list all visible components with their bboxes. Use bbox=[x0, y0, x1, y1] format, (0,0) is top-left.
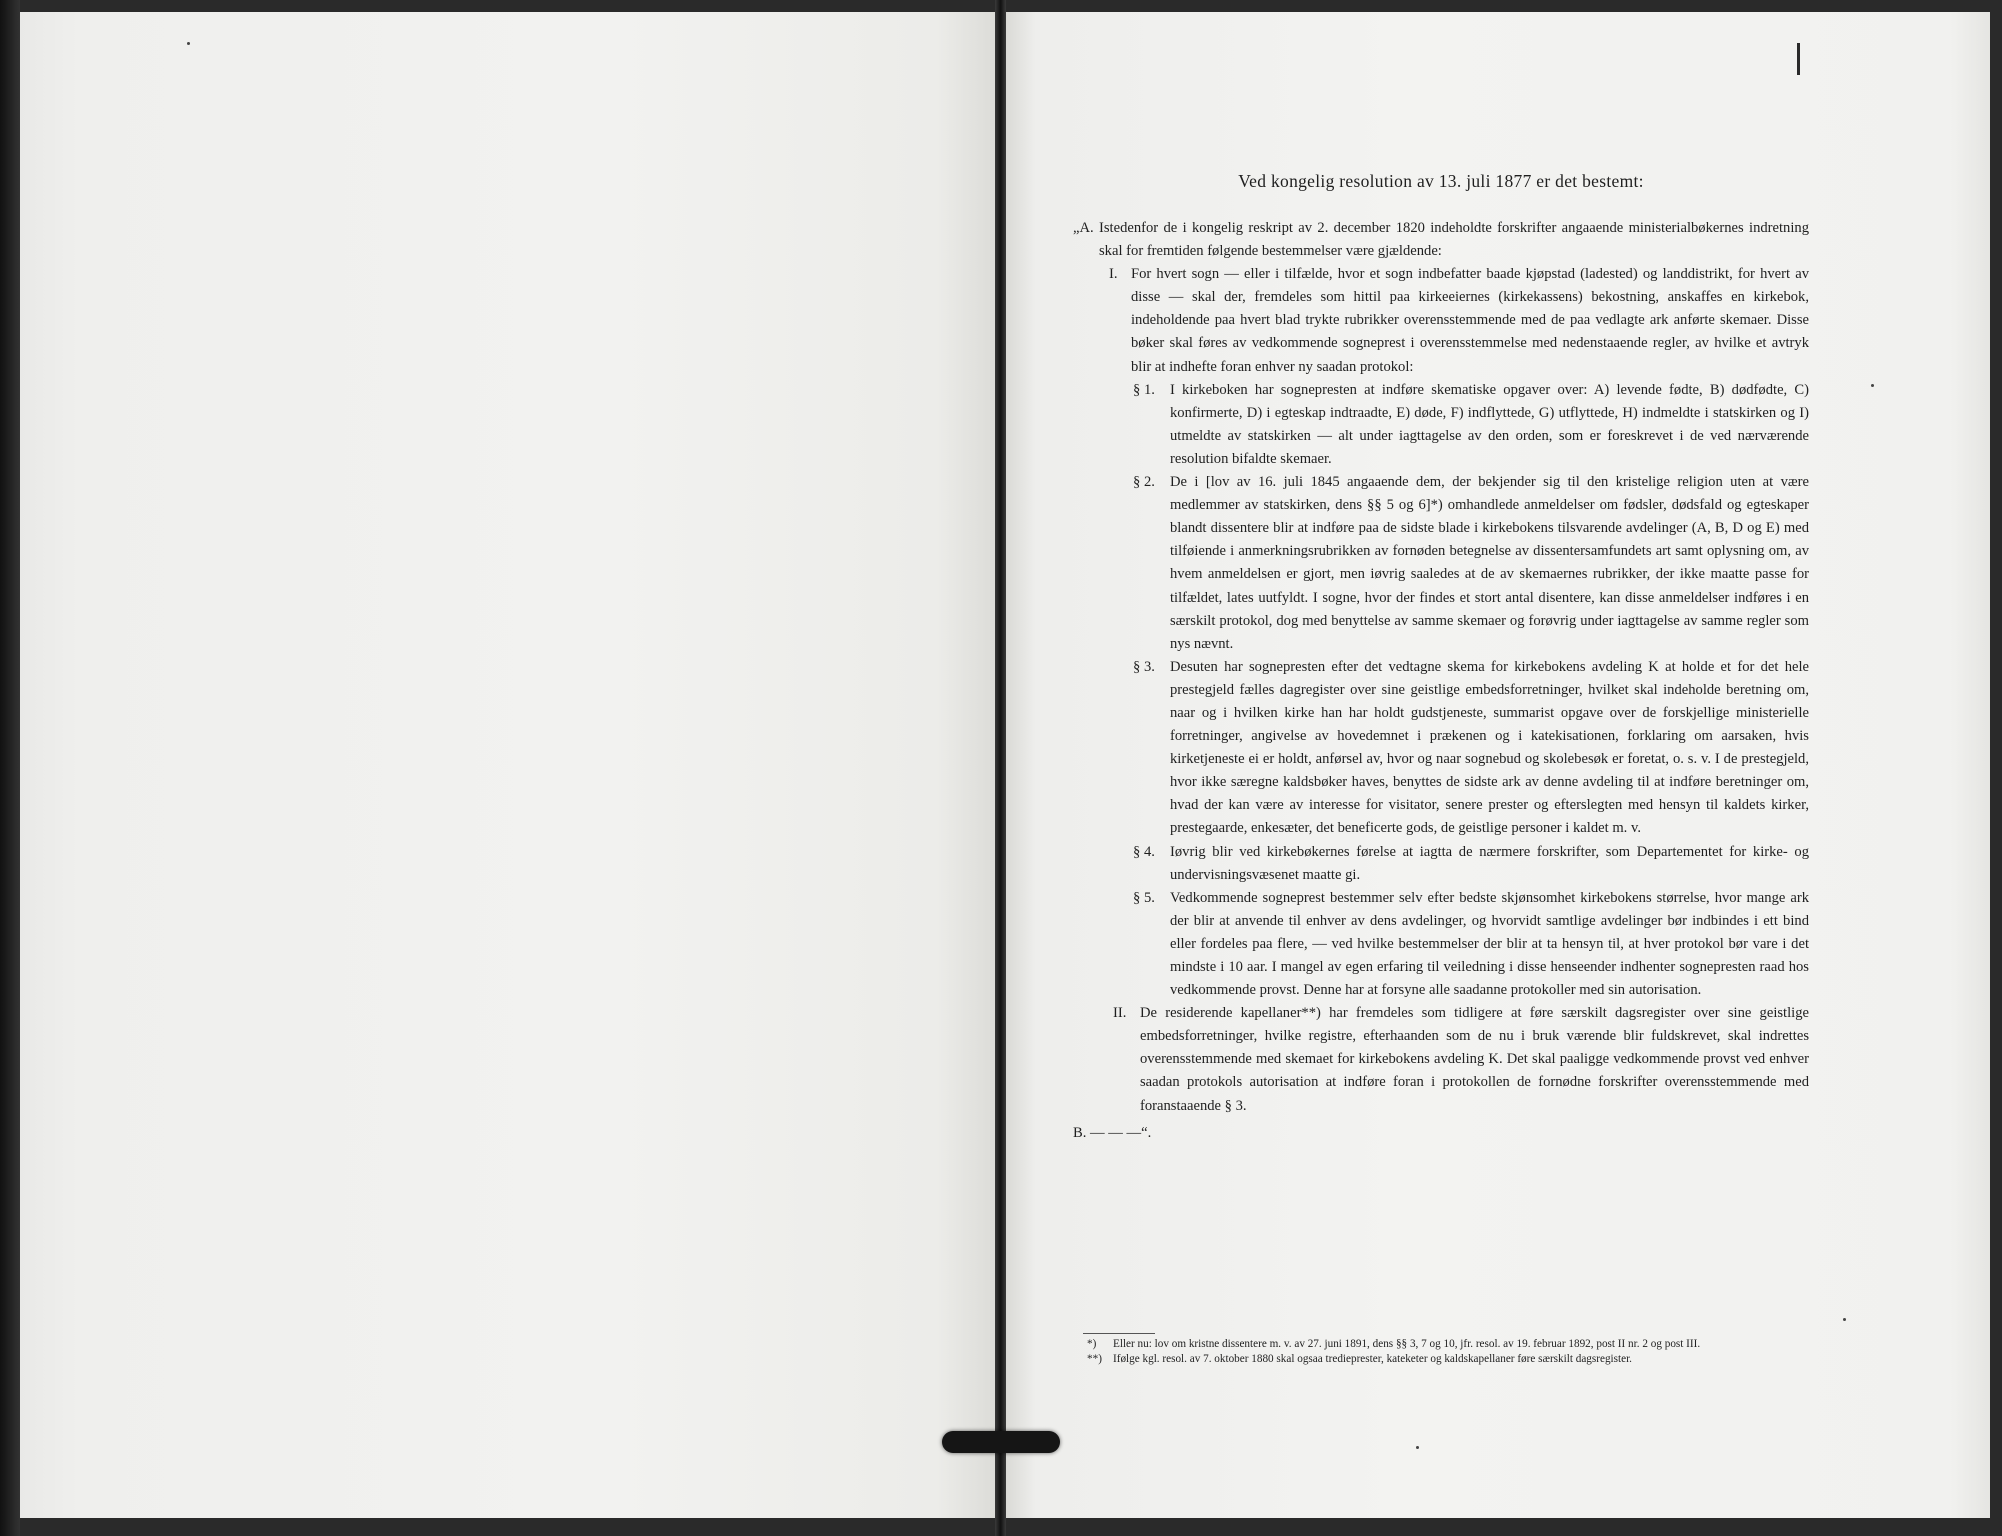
dust-speck bbox=[1871, 384, 1874, 387]
paragraph-text: Vedkommende sogneprest bestemmer selv efter bedste skjønsomhet kirkebokens størrelse, hvor mange ark der blir at anvende til enhver av dens avdelinger, og hvorvidt samtlige avdelinger bør indbindes i ett bind eller fordeles paa flere, — ved hvilke bestemmelser der blir at ta hensyn til, at hver protokol bør vare i det mindste i 10 aar. I mangel av egen erfaring til veiledning i disse henseender indhenter sognepresten raad hos vedkommende provst. Denne har at forsyne alle saadanne protokoller med sin autorisation. bbox=[1170, 889, 1809, 999]
paragraph-label: § 1. bbox=[1133, 381, 1155, 398]
paragraph-text: Istedenfor de i kongelig reskript av 2. december 1820 indeholdte forskrifter angaaende ministerialbøkernes indretning skal for fremtiden følgende bestemmelser være gjældende: bbox=[1099, 220, 1809, 260]
paragraph-4 bbox=[1073, 841, 1809, 887]
paragraph-label: § 3. bbox=[1133, 658, 1155, 675]
paragraph-text: De i [lov av 16. juli 1845 angaaende dem, der bekjender sig til den kristelige religion uten at være medlemmer av statskirken, dens §§ 5 og 6]*) omhandlede anmeldelser om fødsler, dødsfald og egteskaper blandt dissentere blir at indføre paa de sidste blade i kirkebokens tilsvarende avdelinger (A, B, D og E) med tilføiende i anmerkningsrubrikken av fornøden betegnelse av dissentersamfundets art samt oplysning om, av hvem anmeldelsen er gjort, men iøvrig saaledes at de av skemaernes rubrikker, der ikke maatte passe for tilfældet, lates uutfyldt. I sogne, hvor der findes et stort antal disentere, kan disse anmeldelser indføres i en særskilt protokol, dog med benyttelse av samme skemaer og forøvrig under iagttagelse av samme regler som nys nævnt. bbox=[1170, 474, 1809, 652]
bleed-through-heading bbox=[380, 312, 410, 423]
paragraph-text: I kirkeboken har sognepresten at indføre skematiske opgaver over: A) levende fødte, B) dødfødte, C) konfirmerte, D) i egteskap indtraadte, E) døde, F) indflyttede, G) utflyttede, H) indmeldte i statskirken og I) utmeldte av statskirken — alt under iagttagelse av den orden, som er foreskrevet i de ved nærværende resolution bifaldte skemaer. bbox=[1170, 381, 1809, 467]
dust-speck bbox=[187, 42, 190, 45]
book-edge bbox=[0, 0, 20, 1536]
section-i bbox=[1073, 263, 1809, 378]
bookmark-ribbon bbox=[942, 1431, 1060, 1453]
section-ii bbox=[1073, 1002, 1809, 1117]
footnote-mark: **) bbox=[1087, 1352, 1102, 1365]
paragraph-label: I. bbox=[1109, 266, 1118, 283]
paragraph-text: De residerende kapellaner**) har fremdeles som tidligere at føre særskilt dagsregister over sine geistlige embedsforretninger, hvilke registre, efterhaanden som de nu i bruk værende blir fuldskrevet, skal indrettes overensstemmende med skemaet for kirkebokens avdeling K. Det skal paaligge vedkommende provst ved enhver saadan protokols autorisation at indføre foran i protokollen de fornødne forskrifter overensstemmende med foranstaaende § 3. bbox=[1140, 1005, 1809, 1114]
paragraph-label: § 4. bbox=[1133, 843, 1155, 860]
footnote bbox=[1083, 1352, 1809, 1367]
section-a bbox=[1073, 217, 1809, 263]
paragraph-label: § 5. bbox=[1133, 889, 1155, 906]
paragraph-label: II. bbox=[1113, 1005, 1127, 1022]
book-gutter bbox=[995, 0, 1006, 1536]
footnote-mark: *) bbox=[1087, 1338, 1097, 1350]
paragraph-text: Iøvrig blir ved kirkebøkernes førelse at iagtta de nærmere forskrifter, som Departementet for kirke- og undervisningsvæsenet maatte gi. bbox=[1170, 843, 1809, 883]
footnotes bbox=[1083, 1337, 1809, 1366]
paragraph-label: „A. bbox=[1073, 220, 1094, 236]
paragraph-1 bbox=[1073, 379, 1809, 471]
bleed-through-line bbox=[620, 822, 628, 856]
footnote-rule bbox=[1083, 1333, 1155, 1334]
bleed-through-line bbox=[165, 532, 178, 591]
document-body bbox=[1073, 217, 1809, 1145]
bleed-through-line bbox=[340, 622, 350, 669]
left-page-blank bbox=[20, 12, 995, 1518]
footnote-text: Ifølge kgl. resol. av 7. oktober 1880 skal ogsaa tredieprester, kateketer og kaldskapellaner føre særskilt dagsregister. bbox=[1113, 1352, 1632, 1365]
dust-speck bbox=[1843, 1318, 1846, 1321]
footnote-text: Eller nu: lov om kristne dissentere m. v. av 27. juni 1891, dens §§ 3, 7 og 10, jfr. resol. av 19. februar 1892, post II nr. 2 og post III. bbox=[1113, 1338, 1701, 1350]
section-b bbox=[1073, 1122, 1809, 1145]
paragraph-text: Desuten har sognepresten efter det vedtagne skema for kirkebokens avdeling K at holde et for det hele prestegjeld fælles dagregister over sine geistlige embedsforretninger, hvilket skal indeholde beretning om, naar og i hvilken kirke han har holdt gudstjeneste, summarist opgave over de forskjellige ministerielle forretninger, angivelse av hovedemnet i prækenen og i katekisationen, forklaring om aarsaken, hvis kirketjeneste ei er holdt, anførsel av, hvor og naar sognebud og skolebesøk er foretat, o. s. v. I de prestegjeld, hvor ikke særegne kaldsbøker haves, benyttes de sidste ark av denne avdeling til at indføre beretninger om, hvad der kan være av interesse for visitator, senere prester og efterslegten med hensyn til kaldets kirker, prestegaarde, enkesæter, det beneficerte gods, de geistlige personer i kaldet m. v. bbox=[1170, 658, 1809, 837]
footnote bbox=[1083, 1337, 1809, 1352]
paragraph-text: B. — — —“. bbox=[1073, 1124, 1152, 1141]
paragraph-text: For hvert sogn — eller i tilfælde, hvor et sogn indbefatter baade kjøpstad (ladested) og landdistrikt, for hvert av disse — skal der, fremdeles som hittil paa kirkeeiernes (kirkekassens) bekostning, anskaffes en kirkebok, indeholdende paa hvert blad trykte rubrikker overensstemmende med de paa vedlagte ark anførte skemaer. Disse bøker skal føres av vedkommende sogneprest i overensstemmelse med nedenstaaende regler, av hvilke et avtryk blir at indhefte foran enhver ny saadan protokol: bbox=[1131, 266, 1809, 375]
paragraph-label: § 2. bbox=[1133, 474, 1155, 491]
paragraph-3 bbox=[1073, 656, 1809, 841]
document-title: Ved kongelig resolution av 13. juli 1877 er det bestemt: bbox=[1238, 171, 1644, 191]
page-mark bbox=[1797, 43, 1800, 75]
paragraph-5 bbox=[1073, 887, 1809, 1002]
paragraph-2 bbox=[1073, 471, 1809, 656]
dust-speck bbox=[1416, 1446, 1419, 1449]
